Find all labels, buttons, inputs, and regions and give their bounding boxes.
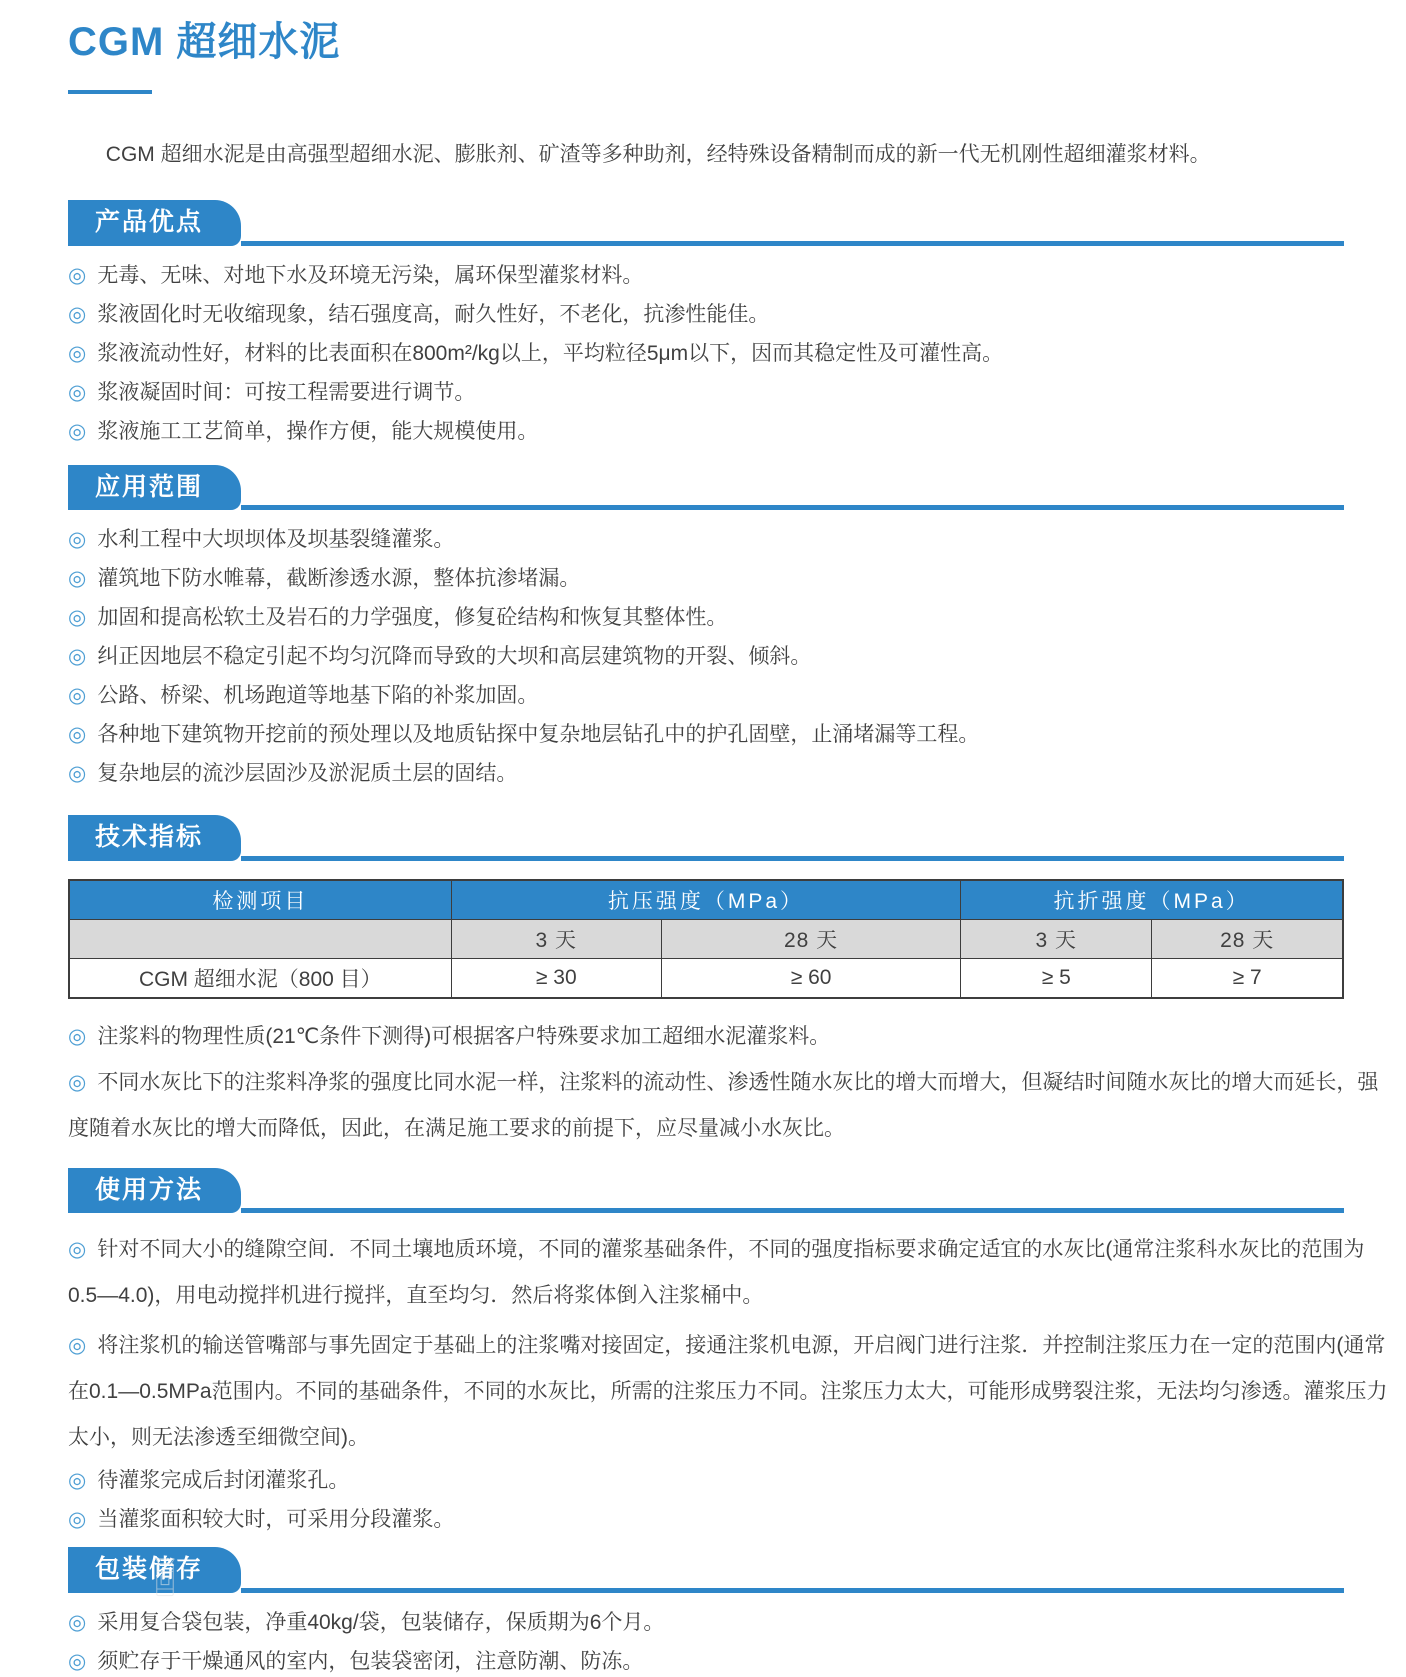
bullet-icon: ◎ <box>68 567 87 590</box>
list-item-text: 浆液施工工艺简单，操作方便，能大规模使用。 <box>97 419 539 443</box>
list-item-text: 水利工程中大坝坝体及坝基裂缝灌浆。 <box>97 528 455 551</box>
list-item <box>68 524 1392 555</box>
section-rule <box>241 1588 1344 1593</box>
section-header-specs <box>68 815 1344 861</box>
list-item-text: 待灌浆完成后封闭灌浆孔。 <box>97 1469 350 1492</box>
list-item-text: 针对不同大小的缝隙空间．不同土壤地质环境，不同的灌浆基础条件，不同的强度指标要求确定适宜的水灰比(通常注浆科水灰比的范围为0.5—4.0)，用电动搅拌机进行搅拌，直至均匀．然后将浆体倒入注浆桶中。 <box>68 1238 1365 1307</box>
table-subheader-row <box>69 919 1343 958</box>
bullet-icon: ◎ <box>68 1649 87 1673</box>
bullet-icon: ◎ <box>68 1238 87 1261</box>
list-item-text: 加固和提高松软土及岩石的力学强度，修复砼结构和恢复其整体性。 <box>97 606 728 629</box>
bullet-icon: ◎ <box>68 341 87 365</box>
section-banner-label: 产品优点 <box>95 208 204 236</box>
bullet-icon: ◎ <box>68 723 87 746</box>
list-item-text: 复杂地层的流沙层固沙及淤泥质土层的固结。 <box>97 762 518 785</box>
specs-notes <box>68 1021 1392 1152</box>
list-item-text: 浆液凝固时间：可按工程需要进行调节。 <box>97 380 476 404</box>
table-subheader-cell: 3 天 <box>961 919 1152 958</box>
section-banner <box>68 465 241 511</box>
list-item <box>68 1646 1392 1677</box>
table-header-flexural: 抗折强度（MPa） <box>961 880 1343 920</box>
page-title: CGM 超细水泥 <box>68 20 341 64</box>
section-banner-label: 包装储存 <box>95 1555 204 1583</box>
list-item-text: 不同水灰比下的注浆料净浆的强度比同水泥一样，注浆料的流动性、渗透性随水灰比的增大而增大，但凝结时间随水灰比的增大而延长，强度随着水灰比的增大而降低，因此，在满足施工要求的前提下，应尽量减小水灰比。 <box>68 1070 1379 1140</box>
section-header-applications <box>68 465 1344 511</box>
advantages-list <box>68 260 1392 447</box>
section-rule <box>241 856 1344 861</box>
table-subheader-cell: 28 天 <box>1152 919 1343 958</box>
list-item <box>68 416 1392 447</box>
bullet-icon: ◎ <box>68 1070 87 1094</box>
section-header-usage <box>68 1168 1344 1214</box>
list-item-text: 浆液流动性好，材料的比表面积在800m²/kg以上，平均粒径5μm以下，因而其稳定性及可灌性高。 <box>97 341 1004 365</box>
bullet-icon: ◎ <box>68 645 87 668</box>
table-cell-value: ≥ 5 <box>961 958 1152 998</box>
list-item <box>68 260 1392 291</box>
list-item <box>68 602 1392 633</box>
list-item <box>68 719 1392 750</box>
list-item-text: 注浆料的物理性质(21℃条件下测得)可根据客户特殊要求加工超细水泥灌浆料。 <box>97 1024 831 1048</box>
list-item-text: 纠正因地层不稳定引起不均匀沉降而导致的大坝和高层建筑物的开裂、倾斜。 <box>97 645 812 668</box>
list-item-text: 当灌浆面积较大时，可采用分段灌浆。 <box>97 1508 455 1531</box>
watermark-bag-icon <box>136 1556 194 1600</box>
list-item <box>68 1323 1392 1461</box>
section-rule <box>241 1208 1344 1213</box>
list-item <box>68 1021 1392 1052</box>
bullet-icon: ◎ <box>68 302 87 326</box>
list-item-text: 采用复合袋包装，净重40kg/袋，包装储存，保质期为6个月。 <box>97 1610 665 1634</box>
list-item-text: 无毒、无味、对地下水及环境无污染，属环保型灌浆材料。 <box>97 263 644 287</box>
list-item <box>68 758 1392 789</box>
list-item <box>68 563 1392 594</box>
section-banner-label: 技术指标 <box>95 823 204 851</box>
table-header-item: 检测项目 <box>69 880 451 920</box>
bullet-icon: ◎ <box>68 419 87 443</box>
list-item-text: 各种地下建筑物开挖前的预处理以及地质钻探中复杂地层钻孔中的护孔固壁，止涌堵漏等工程。 <box>97 723 980 746</box>
list-item-text: 须贮存于干燥通风的室内，包装袋密闭，注意防潮、防冻。 <box>97 1649 644 1673</box>
table-cell-product-name: CGM 超细水泥（800 目） <box>69 958 451 998</box>
list-item <box>68 1465 1392 1496</box>
table-cell-value: ≥ 60 <box>661 958 960 998</box>
section-banner <box>68 1168 241 1214</box>
list-item <box>68 299 1392 330</box>
applications-list <box>68 524 1392 789</box>
section-rule <box>241 505 1344 510</box>
bullet-icon: ◎ <box>68 1610 87 1634</box>
section-banner <box>68 200 241 246</box>
list-item <box>68 1504 1392 1535</box>
table-subheader-cell: 3 天 <box>451 919 661 958</box>
table-subheader-cell: 28 天 <box>661 919 960 958</box>
table-row <box>69 958 1343 998</box>
section-header-packaging <box>68 1547 1344 1593</box>
bullet-icon: ◎ <box>68 528 87 551</box>
bullet-icon: ◎ <box>68 1024 87 1048</box>
list-item <box>68 377 1392 408</box>
bullet-icon: ◎ <box>68 1508 87 1531</box>
bullet-icon: ◎ <box>68 762 87 785</box>
list-item <box>68 338 1392 369</box>
specs-table <box>68 879 1344 999</box>
table-header-compressive: 抗压强度（MPa） <box>451 880 961 920</box>
section-banner <box>68 815 241 861</box>
list-item-text: 将注浆机的输送管嘴部与事先固定于基础上的注浆嘴对接固定，接通注浆机电源，开启阀门进行注浆．并控制注浆压力在一定的范围内(通常在0.1—0.5MPa范围内。不同的基础条件，不同的水灰比，所需的注浆压力不同。注浆压力太大，可能形成劈裂注浆，无法均匀渗透。灌浆压力太小，则无法渗透至细微空间)。 <box>68 1334 1388 1449</box>
title-underline <box>68 90 152 94</box>
intro-paragraph: CGM 超细水泥是由高强型超细水泥、膨胀剂、矿渣等多种助剂，经特殊设备精制而成的新一代无机刚性超细灌浆材料。 <box>105 143 1211 166</box>
table-cell-value: ≥ 30 <box>451 958 661 998</box>
section-banner-label: 使用方法 <box>95 1175 204 1204</box>
bullet-icon: ◎ <box>68 380 87 404</box>
bullet-icon: ◎ <box>68 684 87 707</box>
list-item-text: 公路、桥梁、机场跑道等地基下陷的补浆加固。 <box>97 684 539 707</box>
section-rule <box>241 241 1344 246</box>
list-item <box>68 1227 1392 1319</box>
table-cell-value: ≥ 7 <box>1152 958 1343 998</box>
list-item-text: 灌筑地下防水帷幕，截断渗透水源，整体抗渗堵漏。 <box>97 567 581 590</box>
bullet-icon: ◎ <box>68 263 87 287</box>
bullet-icon: ◎ <box>68 1334 87 1357</box>
section-banner-label: 应用范围 <box>95 472 204 501</box>
packaging-list <box>68 1607 1392 1677</box>
bullet-icon: ◎ <box>68 1469 87 1492</box>
list-item <box>68 641 1392 672</box>
list-item <box>68 680 1392 711</box>
list-item <box>68 1060 1392 1152</box>
section-header-advantages <box>68 200 1344 246</box>
usage-list <box>68 1227 1392 1535</box>
list-item <box>68 1607 1392 1638</box>
table-header-row <box>69 880 1343 920</box>
list-item-text: 浆液固化时无收缩现象，结石强度高，耐久性好，不老化，抗渗性能佳。 <box>97 302 770 326</box>
bullet-icon: ◎ <box>68 606 87 629</box>
table-subheader-empty <box>69 919 451 958</box>
